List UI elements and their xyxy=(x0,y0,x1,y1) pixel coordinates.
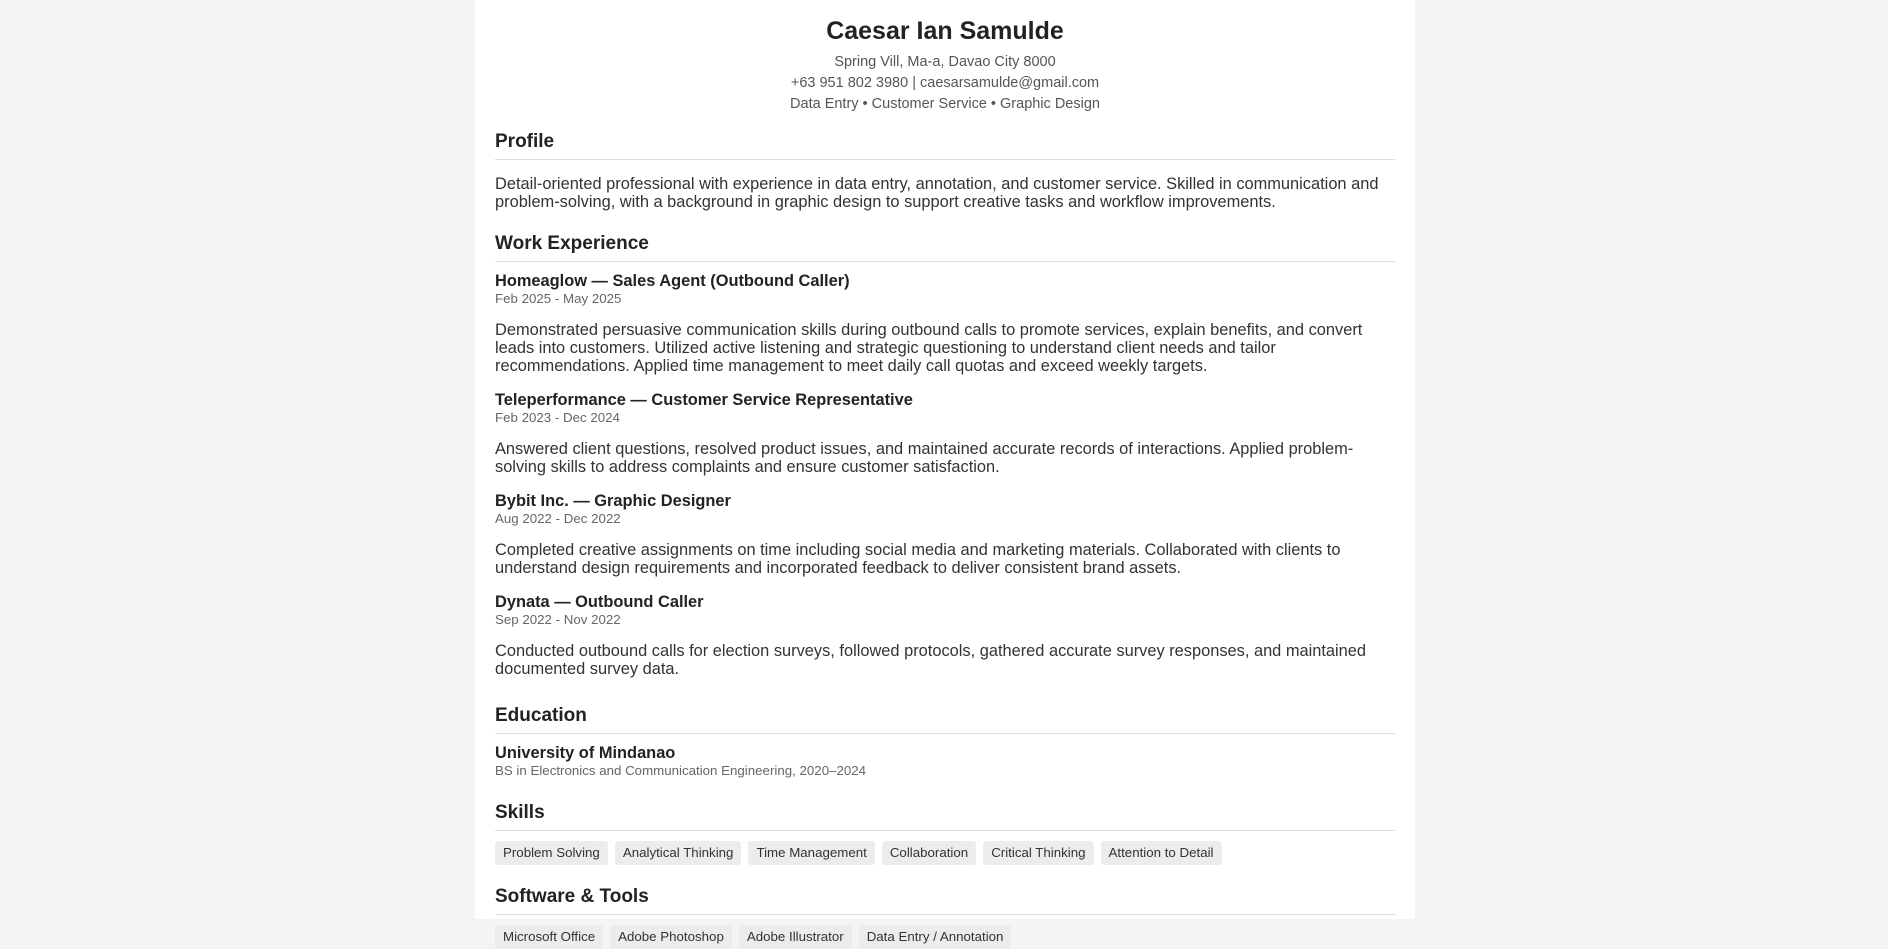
job-description: Conducted outbound calls for election surveys, followed protocols, gathered accurate survey responses, and maintained documented survey data. xyxy=(495,642,1367,678)
skill-chip: Critical Thinking xyxy=(983,841,1093,865)
address-line: Spring Vill, Ma-a, Davao City 8000 xyxy=(834,54,1056,70)
job-dates: Aug 2022 - Dec 2022 xyxy=(495,511,621,526)
job-title: Bybit Inc. — Graphic Designer xyxy=(495,492,731,510)
tools-list xyxy=(495,925,1395,949)
work-experience-section xyxy=(495,232,1395,678)
profile-section xyxy=(495,130,1395,211)
education-section xyxy=(495,704,1395,779)
job-title: Dynata — Outbound Caller xyxy=(495,593,704,611)
software-tools-heading: Software & Tools xyxy=(495,885,1395,915)
software-tools-section xyxy=(495,885,1395,949)
job-title: Homeaglow — Sales Agent (Outbound Caller) xyxy=(495,272,850,290)
tool-chip: Microsoft Office xyxy=(495,925,603,949)
skill-chip: Attention to Detail xyxy=(1101,841,1222,865)
job-description: Completed creative assignments on time including social media and marketing materials. Collaborated with clients to understand design requirements and incorporated feedback to deliver consistent brand assets. xyxy=(495,541,1341,577)
job-entry xyxy=(495,271,1395,375)
tool-chip: Data Entry / Annotation xyxy=(859,925,1012,949)
skills-heading: Skills xyxy=(495,801,1395,831)
skill-chip: Time Management xyxy=(748,841,874,865)
job-entry xyxy=(495,592,1395,678)
job-dates: Feb 2025 - May 2025 xyxy=(495,291,622,306)
resume-header xyxy=(495,0,1395,115)
job-dates: Feb 2023 - Dec 2024 xyxy=(495,410,620,425)
degree-line: BS in Electronics and Communication Engineering, 2020–2024 xyxy=(495,763,867,778)
job-description: Answered client questions, resolved product issues, and maintained accurate records of interactions. Applied problem-solving skills to address complaints and ensure customer satisfaction. xyxy=(495,440,1354,476)
resume-page xyxy=(475,0,1415,944)
skill-chip: Analytical Thinking xyxy=(615,841,742,865)
tool-chip: Adobe Photoshop xyxy=(610,925,732,949)
work-experience-heading: Work Experience xyxy=(495,232,1395,262)
skills-section xyxy=(495,801,1395,865)
job-title: Teleperformance — Customer Service Representative xyxy=(495,391,913,409)
tool-chip: Adobe Illustrator xyxy=(739,925,852,949)
profile-text: Detail-oriented professional with experience in data entry, annotation, and customer service. Skilled in communication and problem-solving, with a background in graphic design to support creative tasks and workflow improvements. xyxy=(495,175,1379,211)
skills-list xyxy=(495,841,1395,865)
skill-chip: Problem Solving xyxy=(495,841,608,865)
school-name: University of Mindanao xyxy=(495,744,676,762)
education-heading: Education xyxy=(495,704,1395,734)
job-description: Demonstrated persuasive communication skills during outbound calls to promote services, explain benefits, and convert leads into customers. Utilized active listening and strategic questioning to understand client needs and tailor recommendations. Applied time management to meet daily call quotas and exceed weekly targets. xyxy=(495,321,1363,375)
job-entry xyxy=(495,390,1395,476)
specialties-line: Data Entry • Customer Service • Graphic Design xyxy=(790,96,1100,112)
skill-chip: Collaboration xyxy=(882,841,976,865)
job-dates: Sep 2022 - Nov 2022 xyxy=(495,612,621,627)
profile-heading: Profile xyxy=(495,130,1395,160)
candidate-name: Caesar Ian Samulde xyxy=(826,17,1064,45)
job-entry xyxy=(495,491,1395,577)
contact-line: +63 951 802 3980 | caesarsamulde@gmail.com xyxy=(790,75,1100,91)
